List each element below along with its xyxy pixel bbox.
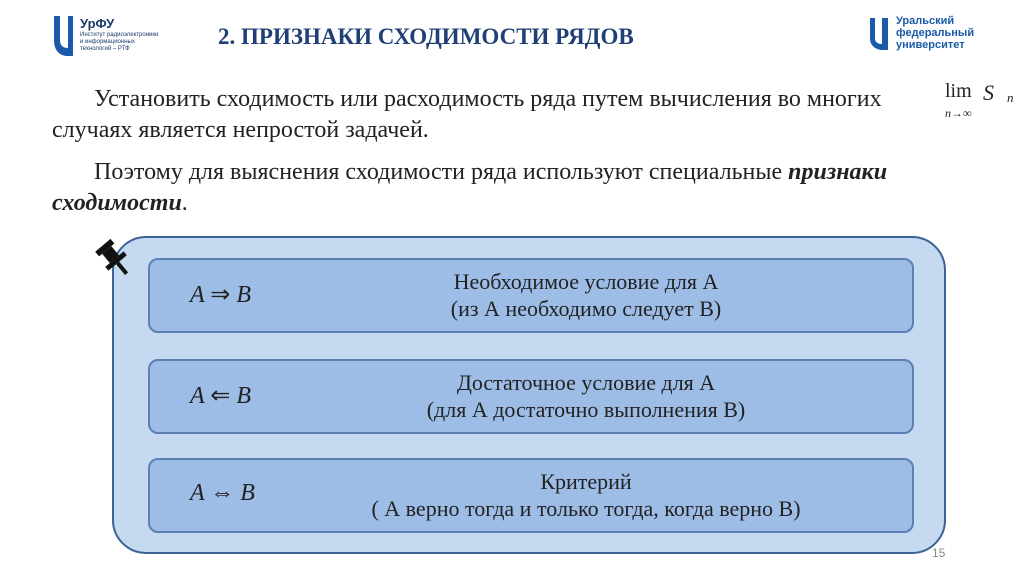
equivalence-symbol: A ⇔ B [190, 480, 255, 506]
urfu-logo [52, 14, 162, 64]
university-logo [868, 14, 988, 54]
urfu-logo-mark-icon [52, 14, 74, 58]
sufficient-condition-box [148, 359, 914, 434]
condition-title: Необходимое условие для А [453, 269, 719, 294]
paragraph-2-end: . [181, 190, 188, 216]
condition-description: (из А необходимо следует В) [450, 296, 722, 321]
university-logo-mark-icon [868, 16, 890, 52]
slide-title: 2. ПРИЗНАКИ СХОДИМОСТИ РЯДОВ [218, 24, 634, 49]
logo-name: УрФУ [80, 16, 115, 31]
criterion-box [148, 458, 914, 533]
condition-title: Достаточное условие для А [456, 370, 716, 395]
paragraph-2-text: Поэтому для выяснения сходимости ряда используют специальные [94, 159, 789, 185]
paragraph-2-emphasis: признаки сходимости [52, 159, 888, 216]
condition-title: Критерий [540, 469, 632, 494]
formula-lim: lim [945, 80, 972, 102]
paragraph-2 [52, 157, 952, 219]
logo-subtitle: Институт радиоэлектроники и информационных технологий – РТФ [80, 32, 159, 52]
necessary-condition-box [148, 258, 914, 333]
implication-symbol: A ⇒ B [190, 282, 252, 308]
paragraph-1: Установить сходимость или расходимость ряда путем вычисления во многих случаях является непростой задачей. [52, 86, 882, 143]
formula-s: S [983, 80, 994, 105]
formula-n: n [1007, 90, 1014, 105]
reverse-implication-symbol: A ⇐ B [190, 383, 252, 409]
limit-formula [941, 80, 1014, 124]
formula-under: n→∞ [945, 106, 972, 120]
page-number: 15 [932, 546, 946, 560]
university-name: Уральский федеральный университет [896, 15, 975, 51]
condition-description: ( А верно тогда и только тогда, когда верно В) [371, 496, 801, 521]
pushpin-icon [90, 238, 136, 280]
condition-description: (для А достаточно выполнения В) [426, 397, 746, 422]
